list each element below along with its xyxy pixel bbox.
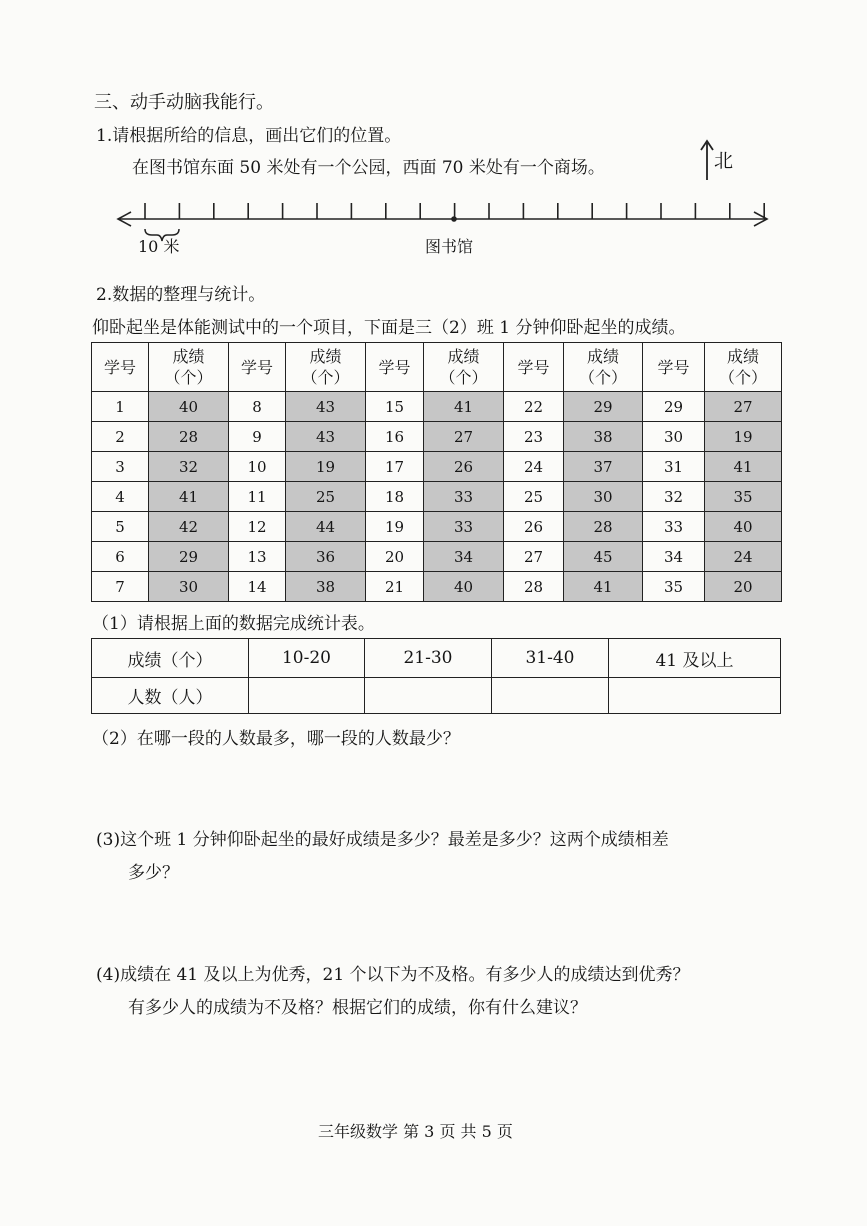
score-cell: 29 [149, 542, 229, 572]
q2-title: 2.数据的整理与统计。 [96, 285, 266, 305]
sub3-question-line1: (3)这个班 1 分钟仰卧起坐的最好成绩是多少？最差是多少？这两个成绩相差 [96, 830, 669, 850]
page-footer: 三年级数学 第 3 页 共 5 页 [318, 1122, 513, 1141]
score-cell: 41 [149, 482, 229, 512]
sub4-question-line2: 有多少人的成绩为不及格？根据它们的成绩，你有什么建议？ [128, 998, 587, 1018]
score-cell: 27 [424, 422, 504, 452]
library-point [451, 216, 457, 222]
student-id-cell: 6 [92, 542, 149, 572]
header-student-id: 学号 [643, 343, 705, 392]
student-id-cell: 19 [366, 512, 424, 542]
score-cell: 40 [705, 512, 782, 542]
student-id-cell: 15 [366, 392, 424, 422]
student-id-cell: 22 [504, 392, 564, 422]
student-id-cell: 12 [229, 512, 286, 542]
table-row [92, 542, 782, 572]
sub3-question-line2: 多少？ [128, 863, 179, 883]
score-cell: 40 [424, 572, 504, 602]
student-id-cell: 34 [643, 542, 705, 572]
score-cell: 25 [286, 482, 366, 512]
table-row [92, 392, 782, 422]
stats-count-cell[interactable] [365, 678, 492, 714]
table-row [92, 452, 782, 482]
student-id-cell: 9 [229, 422, 286, 452]
score-cell: 29 [564, 392, 643, 422]
header-score-line1: 成绩 [726, 347, 759, 366]
header-score-line2: （个） [301, 368, 350, 387]
score-cell: 19 [705, 422, 782, 452]
header-score-line1: 成绩 [309, 347, 342, 366]
score-cell: 40 [149, 392, 229, 422]
header-score [705, 343, 782, 392]
q1-info: 在图书馆东面 50 米处有一个公园，西面 70 米处有一个商场。 [132, 158, 605, 178]
score-cell: 26 [424, 452, 504, 482]
student-id-cell: 21 [366, 572, 424, 602]
student-id-cell: 27 [504, 542, 564, 572]
score-cell: 28 [564, 512, 643, 542]
header-score [564, 343, 643, 392]
stats-row1-label: 成绩（个） [92, 639, 249, 678]
student-id-cell: 31 [643, 452, 705, 482]
header-score [424, 343, 504, 392]
header-student-id: 学号 [92, 343, 149, 392]
header-score-line1: 成绩 [172, 347, 205, 366]
student-id-cell: 5 [92, 512, 149, 542]
table-row [92, 512, 782, 542]
sub4-question-line1: (4)成绩在 41 及以上为优秀，21 个以下为不及格。有多少人的成绩达到优秀？ [96, 965, 690, 985]
score-cell: 33 [424, 482, 504, 512]
student-id-cell: 26 [504, 512, 564, 542]
student-id-cell: 16 [366, 422, 424, 452]
stats-count-cell[interactable] [249, 678, 365, 714]
table-row [92, 422, 782, 452]
score-cell: 41 [424, 392, 504, 422]
table-row [92, 572, 782, 602]
number-line [0, 0, 867, 270]
stats-range-cell: 41 及以上 [609, 639, 781, 678]
score-cell: 35 [705, 482, 782, 512]
header-student-id: 学号 [229, 343, 286, 392]
score-cell: 32 [149, 452, 229, 482]
stats-row2-label: 人数（人） [92, 678, 249, 714]
score-cell: 37 [564, 452, 643, 482]
student-id-cell: 13 [229, 542, 286, 572]
student-id-cell: 14 [229, 572, 286, 602]
student-id-cell: 30 [643, 422, 705, 452]
score-cell: 34 [424, 542, 504, 572]
sub2-question: （2）在哪一段的人数最多，哪一段的人数最少？ [92, 729, 460, 749]
score-cell: 42 [149, 512, 229, 542]
score-cell: 30 [149, 572, 229, 602]
header-score-line1: 成绩 [586, 347, 619, 366]
student-id-cell: 18 [366, 482, 424, 512]
student-id-cell: 24 [504, 452, 564, 482]
library-label: 图书馆 [425, 237, 474, 256]
score-cell: 38 [564, 422, 643, 452]
score-cell: 36 [286, 542, 366, 572]
score-cell: 43 [286, 392, 366, 422]
student-id-cell: 10 [229, 452, 286, 482]
header-score-line1: 成绩 [447, 347, 480, 366]
score-cell: 45 [564, 542, 643, 572]
score-cell: 28 [149, 422, 229, 452]
header-score-line2: （个） [718, 368, 767, 387]
stats-range-row [92, 639, 781, 678]
header-score-line2: （个） [439, 368, 488, 387]
score-cell: 41 [705, 452, 782, 482]
student-id-cell: 32 [643, 482, 705, 512]
student-id-cell: 17 [366, 452, 424, 482]
header-student-id: 学号 [366, 343, 424, 392]
section-title: 三、动手动脑我能行。 [94, 92, 274, 113]
scores-table [91, 342, 782, 602]
score-cell: 19 [286, 452, 366, 482]
score-cell: 41 [564, 572, 643, 602]
student-id-cell: 28 [504, 572, 564, 602]
score-cell: 44 [286, 512, 366, 542]
scores-header-row [92, 343, 782, 392]
stats-table [91, 638, 781, 714]
student-id-cell: 23 [504, 422, 564, 452]
student-id-cell: 2 [92, 422, 149, 452]
header-score [149, 343, 229, 392]
score-cell: 33 [424, 512, 504, 542]
student-id-cell: 20 [366, 542, 424, 572]
sub1-prompt: （1）请根据上面的数据完成统计表。 [92, 614, 375, 634]
score-cell: 30 [564, 482, 643, 512]
student-id-cell: 3 [92, 452, 149, 482]
score-cell: 24 [705, 542, 782, 572]
student-id-cell: 4 [92, 482, 149, 512]
q2-intro: 仰卧起坐是体能测试中的一个项目，下面是三（2）班 1 分钟仰卧起坐的成绩。 [92, 318, 686, 338]
north-label: 北 [714, 150, 734, 172]
student-id-cell: 8 [229, 392, 286, 422]
table-row [92, 482, 782, 512]
stats-count-cell[interactable] [609, 678, 781, 714]
header-score [286, 343, 366, 392]
q1-title: 1.请根据所给的信息，画出它们的位置。 [96, 126, 402, 146]
score-cell: 20 [705, 572, 782, 602]
student-id-cell: 29 [643, 392, 705, 422]
stats-count-cell[interactable] [492, 678, 609, 714]
student-id-cell: 11 [229, 482, 286, 512]
student-id-cell: 35 [643, 572, 705, 602]
student-id-cell: 33 [643, 512, 705, 542]
stats-count-row [92, 678, 781, 714]
score-cell: 27 [705, 392, 782, 422]
scale-label: 10 米 [138, 237, 180, 256]
score-cell: 38 [286, 572, 366, 602]
student-id-cell: 1 [92, 392, 149, 422]
header-student-id: 学号 [504, 343, 564, 392]
header-score-line2: （个） [578, 368, 627, 387]
score-cell: 43 [286, 422, 366, 452]
stats-range-cell: 31-40 [492, 639, 609, 678]
stats-range-cell: 21-30 [365, 639, 492, 678]
student-id-cell: 7 [92, 572, 149, 602]
stats-range-cell: 10-20 [249, 639, 365, 678]
header-score-line2: （个） [164, 368, 213, 387]
student-id-cell: 25 [504, 482, 564, 512]
